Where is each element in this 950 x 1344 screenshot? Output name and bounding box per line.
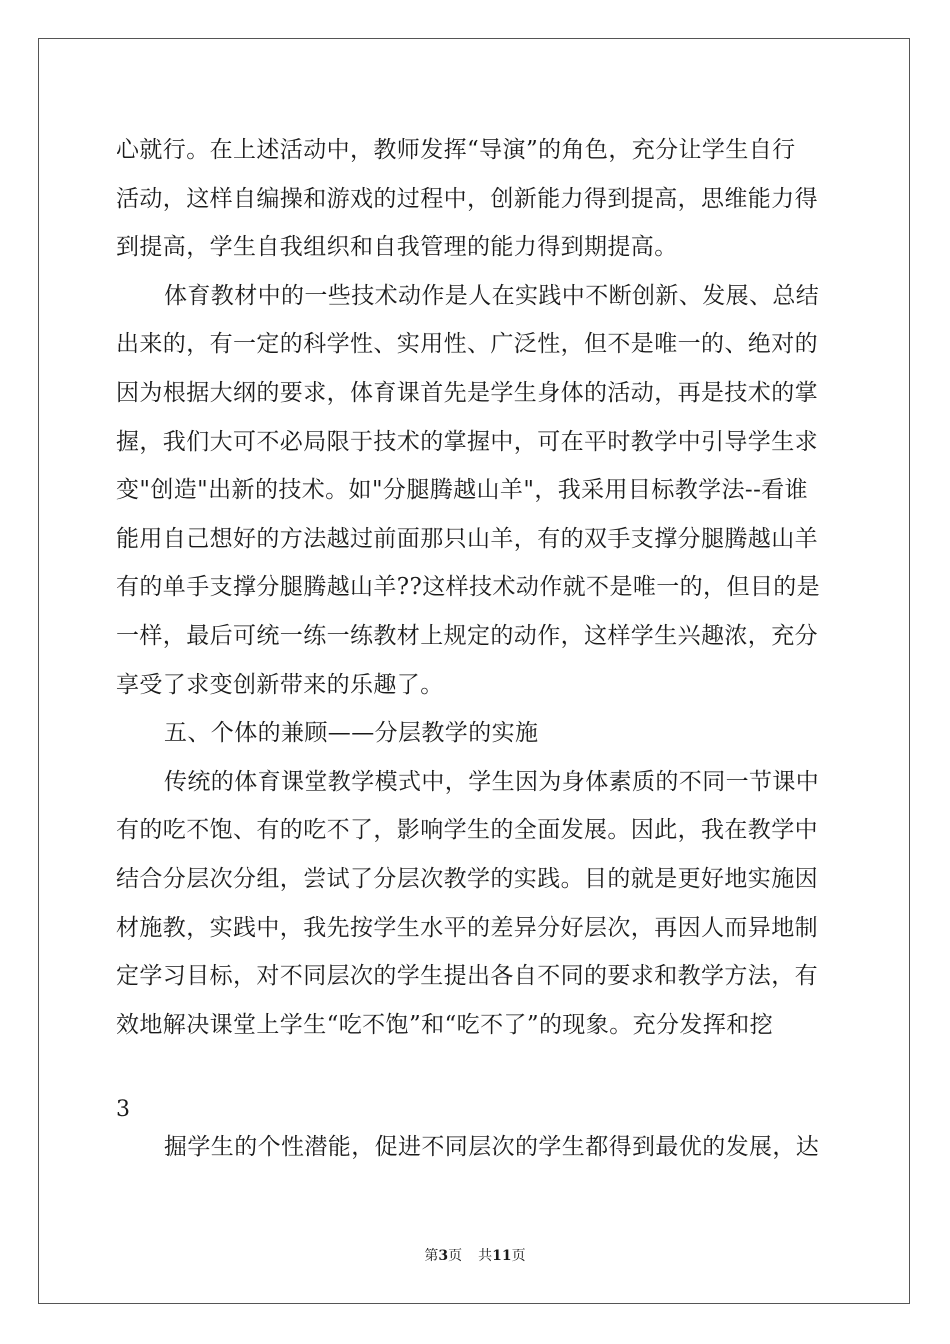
text-line: 体育教材中的一些技术动作是人在实践中不断创新、发展、总结: [164, 283, 820, 309]
text-line: 定学习目标，对不同层次的学生提出各自不同的要求和教学方法，有: [116, 963, 818, 989]
footer-page-suffix: 页: [448, 1248, 463, 1264]
footer-page-current: 3: [438, 1248, 449, 1264]
footer-total-pages: 11: [492, 1248, 512, 1264]
text-line: 变"创造"出新的技术。如"分腿腾越山羊"，我采用目标教学法--看谁: [116, 477, 809, 503]
text-line: 一样，最后可统一练一练教材上规定的动作，这样学生兴趣浓，充分: [116, 623, 818, 649]
text-line: 享受了求变创新带来的乐趣了。: [116, 672, 444, 698]
page-footer: [0, 1246, 950, 1266]
text-line: 到提高，学生自我组织和自我管理的能力得到期提高。: [116, 234, 678, 260]
text-line: 因为根据大纲的要求，体育课首先是学生身体的活动，再是技术的掌: [116, 380, 818, 406]
text-line: 效地解决课堂上学生“吃不饱”和“吃不了”的现象。充分发挥和挖: [116, 1012, 774, 1038]
text-line: 心就行。在上述活动中，教师发挥“导演”的角色，充分让学生自行: [116, 137, 796, 163]
text-line: 活动，这样自编操和游戏的过程中，创新能力得到提高，思维能力得: [116, 186, 818, 212]
text-line: 结合分层次分组，尝试了分层次教学的实践。目的就是更好地实施因: [116, 866, 818, 892]
text-line: 有的吃不饱、有的吃不了，影响学生的全面发展。因此，我在教学中: [116, 817, 818, 843]
inline-page-number: 3: [116, 1097, 130, 1122]
text-line: 传统的体育课堂教学模式中，学生因为身体素质的不同一节课中: [164, 769, 820, 795]
text-line: 有的单手支撑分腿腾越山羊??这样技术动作就不是唯一的，但目的是: [116, 574, 821, 600]
footer-page-prefix: 第: [424, 1248, 439, 1264]
footer-total-suffix: 页: [511, 1248, 526, 1264]
text-line: 能用自己想好的方法越过前面那只山羊，有的双手支撑分腿腾越山羊: [116, 526, 818, 552]
text-line: 出来的，有一定的科学性、实用性、广泛性，但不是唯一的、绝对的: [116, 331, 818, 357]
continuation-line: 掘学生的个性潜能，促进不同层次的学生都得到最优的发展，达: [164, 1134, 820, 1160]
text-line: 五、个体的兼顾——分层教学的实施: [164, 720, 539, 746]
text-line: 材施教，实践中，我先按学生水平的差异分好层次，再因人而异地制: [116, 915, 818, 941]
footer-total-prefix: 共: [478, 1248, 493, 1264]
text-line: 握，我们大可不必局限于技术的掌握中，可在平时教学中引导学生求: [116, 429, 818, 455]
